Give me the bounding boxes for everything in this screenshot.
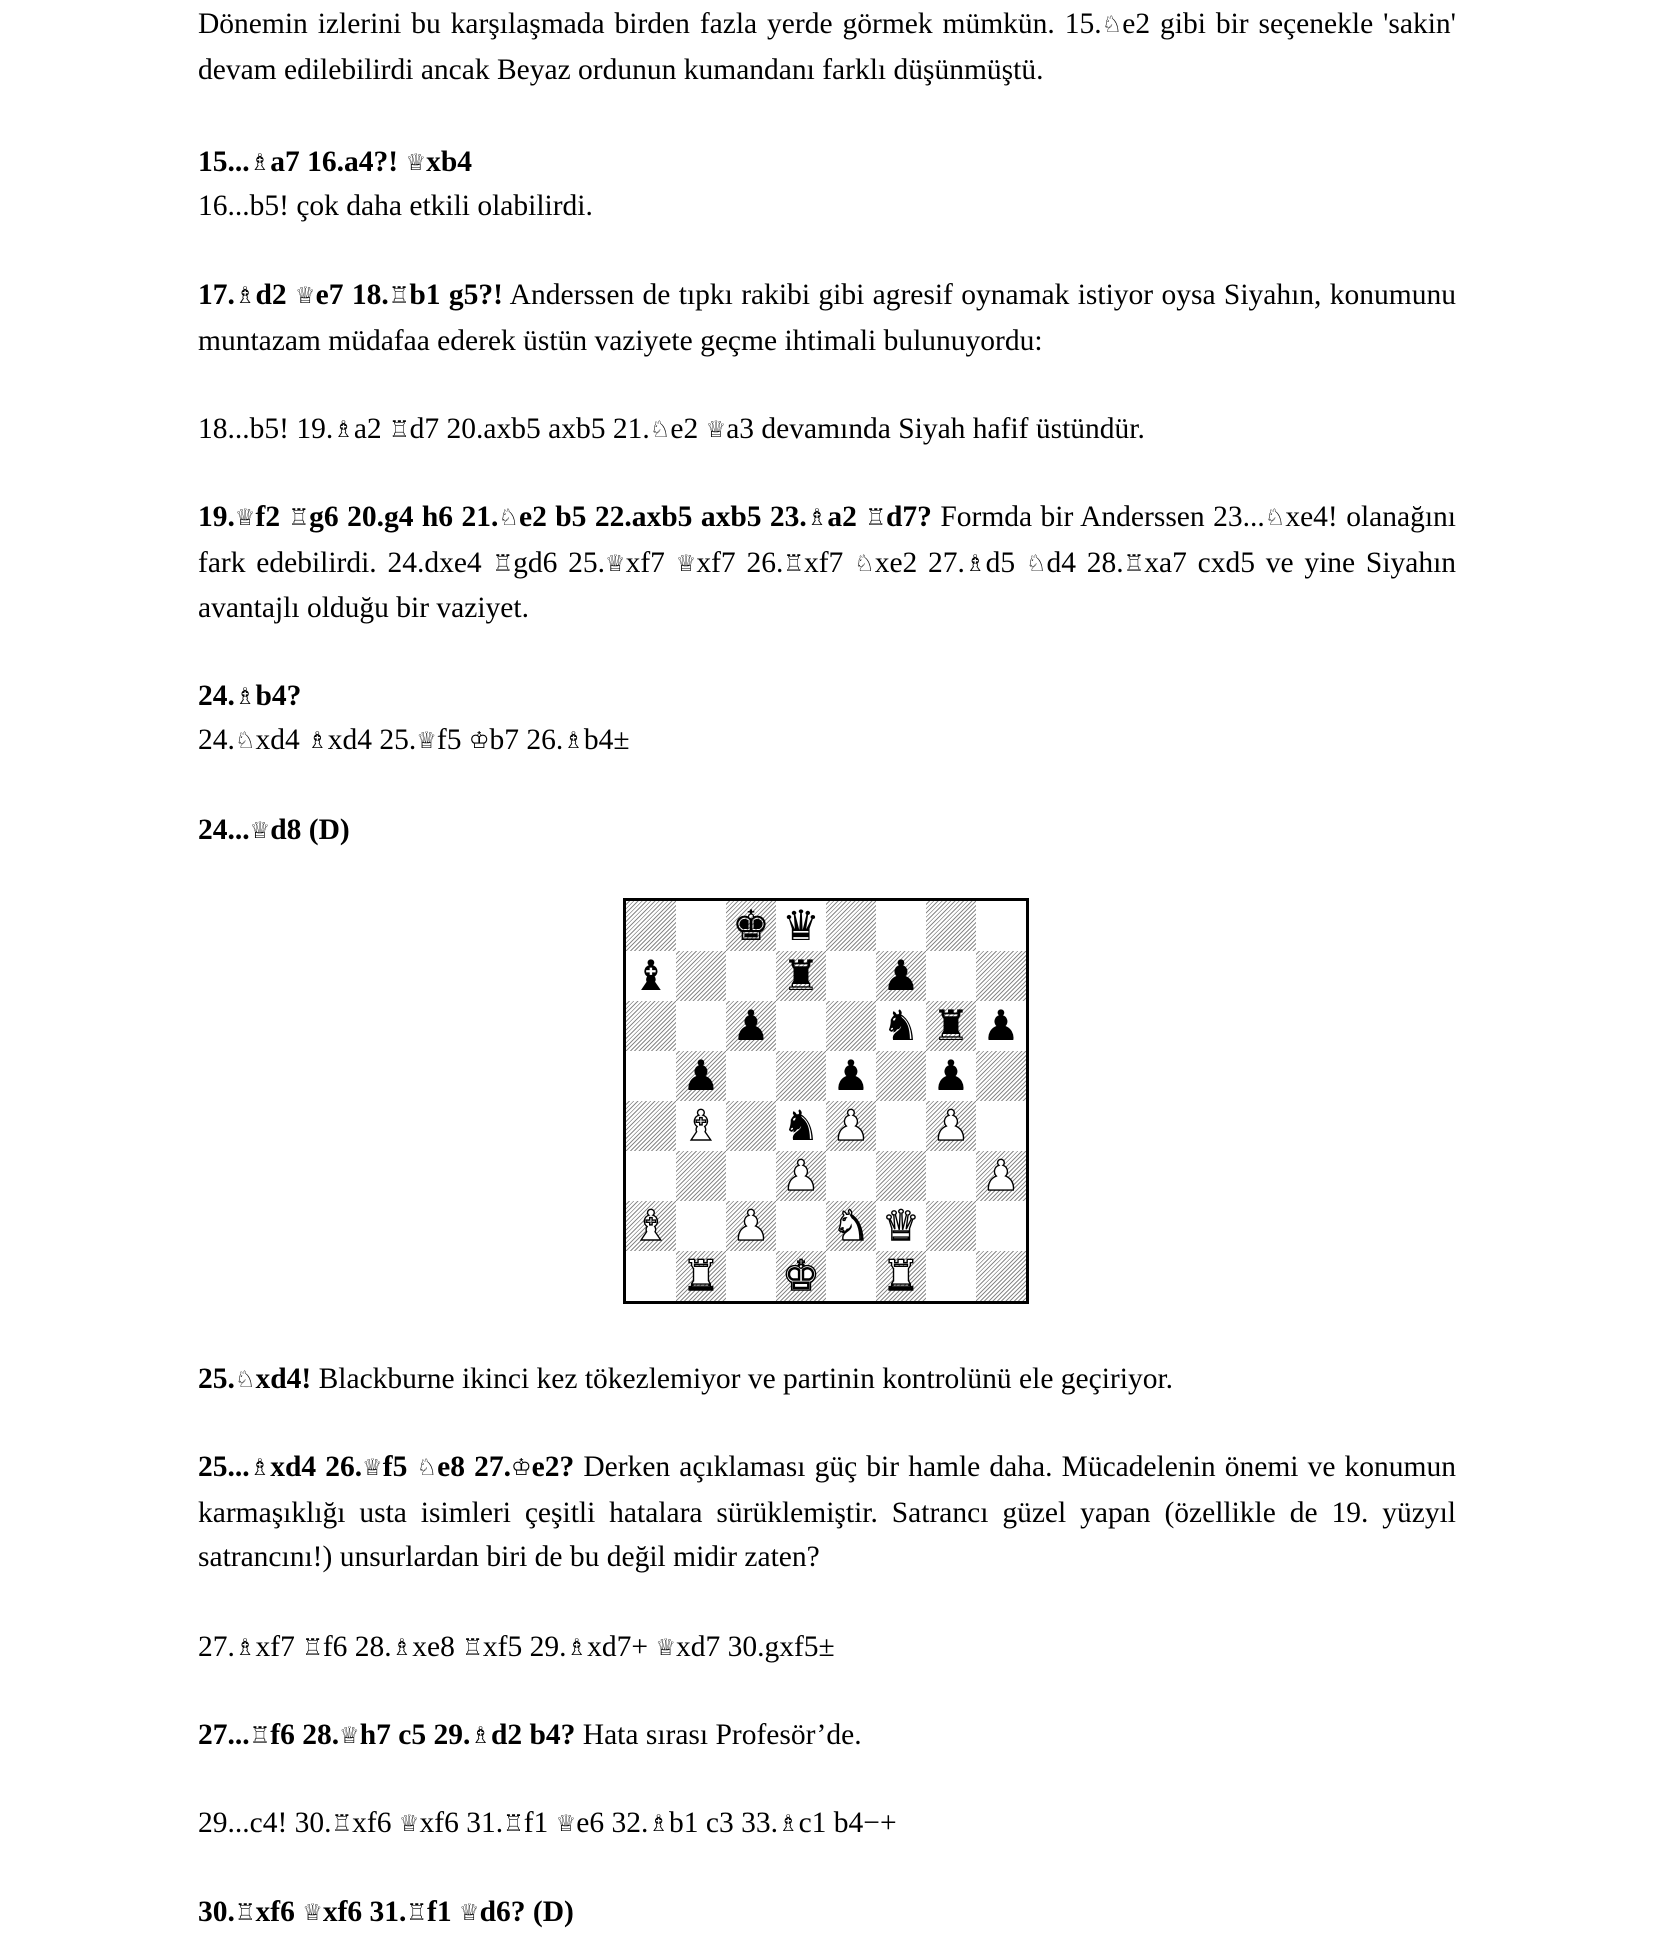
paragraph-p14: [198, 1801, 1456, 1847]
commentary-text: c1 b4−+: [798, 1807, 897, 1839]
move-notation: f5: [382, 1451, 417, 1483]
bishop-figurine-icon: ♗: [563, 728, 584, 754]
commentary-text: f1: [523, 1807, 556, 1839]
move-notation: f6 28.: [270, 1719, 340, 1751]
move-notation: 27...: [198, 1719, 250, 1751]
white-rook-icon: ♜: [882, 1251, 920, 1300]
square-c3: [726, 1151, 776, 1201]
square-e8: [826, 901, 876, 951]
square-d7: [776, 951, 826, 1001]
commentary-text: b7 26.: [489, 724, 564, 756]
commentary-text: xd7+: [587, 1631, 656, 1663]
white-king-icon: ♚: [782, 1251, 820, 1300]
square-h3: [976, 1151, 1026, 1201]
rook-figurine-icon: ♖: [406, 1900, 428, 1926]
square-h8: [976, 901, 1026, 951]
commentary-text: Hata sırası Profesör’de.: [575, 1719, 862, 1751]
square-c5: [726, 1051, 776, 1101]
queen-figurine-icon: ♕: [249, 818, 271, 844]
white-pawn-icon: ♟: [982, 1151, 1020, 1200]
commentary-text: xe8: [412, 1631, 463, 1663]
square-g7: [926, 951, 976, 1001]
bishop-figurine-icon: ♗: [234, 684, 256, 710]
knight-figurine-icon: ♘: [234, 728, 256, 754]
knight-figurine-icon: ♘: [854, 550, 875, 577]
rook-figurine-icon: ♖: [302, 1635, 323, 1661]
commentary-text: e6 32.: [576, 1807, 649, 1839]
rook-figurine-icon: ♖: [389, 417, 410, 443]
commentary-text: xf7: [625, 546, 676, 579]
square-a5: [626, 1051, 676, 1101]
move-notation: d6? (D): [479, 1896, 574, 1928]
bishop-figurine-icon: ♗: [249, 1455, 271, 1481]
queen-figurine-icon: ♕: [398, 1811, 420, 1837]
square-c7: [726, 951, 776, 1001]
bishop-figurine-icon: ♗: [777, 1811, 799, 1837]
square-c2: [726, 1201, 776, 1251]
rook-figurine-icon: ♖: [331, 1811, 353, 1837]
commentary-text: a3 devamında Siyah hafif üstündür.: [726, 413, 1145, 445]
square-b5: [676, 1051, 726, 1101]
move-notation: g6 20.g4 h6 21.: [309, 501, 499, 533]
square-e4: [826, 1101, 876, 1151]
commentary-text: xf7 26.: [696, 546, 784, 579]
bishop-figurine-icon: ♗: [470, 1723, 491, 1749]
square-c8: [726, 901, 776, 951]
commentary-text: 27.: [198, 1631, 235, 1663]
rook-figurine-icon: ♖: [388, 283, 410, 309]
square-h7: [976, 951, 1026, 1001]
move-notation: xf6 31.: [322, 1896, 407, 1928]
move-notation: d8 (D): [270, 814, 350, 846]
black-knight-icon: ♞: [882, 1001, 920, 1050]
knight-figurine-icon: ♘: [416, 1455, 438, 1481]
commentary-text: xe4! olanağını fark edebilirdi. 24.dxe4: [198, 501, 1456, 579]
bishop-figurine-icon: ♗: [566, 1635, 588, 1661]
black-rook-icon: ♜: [932, 1001, 970, 1050]
square-b1: [676, 1251, 726, 1301]
white-pawn-icon: ♟: [932, 1101, 970, 1150]
paragraph-p3: [198, 184, 1456, 229]
square-d2: [776, 1201, 826, 1251]
black-pawn-icon: ♟: [982, 1001, 1020, 1050]
paragraph-p7: [198, 674, 1456, 720]
bishop-figurine-icon: ♗: [391, 1635, 413, 1661]
commentary-text: xe2 27.: [874, 546, 965, 579]
queen-figurine-icon: ♕: [705, 417, 727, 443]
square-b7: [676, 951, 726, 1001]
commentary-text: 18...b5! 19.: [198, 413, 334, 445]
move-notation: e2 b5 22.axb5 axb5 23.: [518, 501, 807, 533]
square-f7: [876, 951, 926, 1001]
knight-figurine-icon: ♘: [498, 505, 519, 531]
move-notation: 24...: [198, 814, 250, 846]
black-rook-icon: ♜: [782, 951, 820, 1000]
commentary-text: b1 c3 33.: [669, 1807, 778, 1839]
queen-figurine-icon: ♕: [362, 1455, 383, 1481]
square-g6: [926, 1001, 976, 1051]
square-d4: [776, 1101, 826, 1151]
square-f2: [876, 1201, 926, 1251]
queen-figurine-icon: ♕: [675, 550, 697, 577]
square-g3: [926, 1151, 976, 1201]
white-rook-icon: ♜: [682, 1251, 720, 1300]
square-c1: [726, 1251, 776, 1301]
square-g2: [926, 1201, 976, 1251]
queen-figurine-icon: ♕: [405, 150, 427, 176]
commentary-text: b4±: [583, 724, 630, 756]
queen-figurine-icon: ♕: [604, 550, 626, 577]
rook-figurine-icon: ♖: [462, 1635, 483, 1661]
white-pawn-icon: ♟: [732, 1201, 770, 1250]
white-bishop-icon: ♝: [632, 1201, 670, 1250]
queen-figurine-icon: ♕: [234, 505, 256, 531]
square-f8: [876, 901, 926, 951]
square-f6: [876, 1001, 926, 1051]
commentary-text: d4 28.: [1046, 546, 1124, 579]
commentary-text: 16...b5! çok daha etkili olabilirdi.: [198, 190, 593, 222]
white-queen-icon: ♛: [882, 1201, 920, 1250]
king-figurine-icon: ♔: [468, 728, 490, 754]
commentary-text: f6 28.: [322, 1631, 392, 1663]
commentary-text: Formda bir Anderssen 23...: [931, 501, 1265, 533]
paragraph-p12: [198, 1625, 1456, 1671]
move-notation: 30.: [198, 1896, 235, 1928]
square-f3: [876, 1151, 926, 1201]
move-notation: xd4 26.: [270, 1451, 363, 1483]
queen-figurine-icon: ♕: [458, 1900, 480, 1926]
move-notation: d2 b4?: [490, 1719, 576, 1751]
move-notation: 15...: [198, 146, 250, 178]
move-notation: f1: [427, 1896, 459, 1928]
black-queen-icon: ♛: [782, 901, 820, 950]
black-pawn-icon: ♟: [732, 1001, 770, 1050]
knight-figurine-icon: ♘: [234, 1367, 256, 1393]
black-bishop-icon: ♝: [632, 951, 670, 1000]
square-g1: [926, 1251, 976, 1301]
paragraph-p15: [198, 1890, 1456, 1936]
knight-figurine-icon: ♘: [649, 417, 671, 443]
commentary-text: Anderssen de tıpkı rakibi gibi agresif oynamak istiyor oysa Siyahın, konumunu muntazam müdafaa ederek üstün vaziyete geçme ihtimali bulunuyordu:: [198, 279, 1456, 357]
bishop-figurine-icon: ♗: [249, 150, 271, 176]
move-notation: xd4!: [255, 1363, 312, 1395]
move-notation: 17.: [198, 279, 235, 311]
square-g8: [926, 901, 976, 951]
commentary-text: xf6 31.: [419, 1807, 504, 1839]
rook-figurine-icon: ♖: [288, 505, 310, 531]
square-e3: [826, 1151, 876, 1201]
square-b4: [676, 1101, 726, 1151]
move-notation: a7 16.a4?!: [270, 146, 406, 178]
move-notation: d2: [255, 279, 296, 311]
rook-figurine-icon: ♖: [234, 1900, 256, 1926]
white-bishop-icon: ♝: [682, 1101, 720, 1150]
paragraph-p10: [198, 1357, 1456, 1403]
queen-figurine-icon: ♕: [302, 1900, 323, 1926]
move-notation: b4?: [255, 680, 302, 712]
square-h5: [976, 1051, 1026, 1101]
commentary-text: 29...c4! 30.: [198, 1807, 332, 1839]
square-c6: [726, 1001, 776, 1051]
black-pawn-icon: ♟: [882, 951, 920, 1000]
square-d1: [776, 1251, 826, 1301]
bishop-figurine-icon: ♗: [964, 550, 986, 577]
square-c4: [726, 1101, 776, 1151]
white-pawn-icon: ♟: [832, 1101, 870, 1150]
chess-diagram: [623, 898, 1029, 1304]
bishop-figurine-icon: ♗: [234, 1635, 256, 1661]
black-king-icon: ♚: [732, 901, 770, 950]
commentary-text: d5: [985, 546, 1026, 579]
square-h2: [976, 1201, 1026, 1251]
black-pawn-icon: ♟: [682, 1051, 720, 1100]
move-notation: 25...: [198, 1451, 250, 1483]
commentary-text: e2: [670, 413, 706, 445]
commentary-text: xf7: [255, 1631, 303, 1663]
move-notation: 19.: [198, 501, 235, 533]
rook-figurine-icon: ♖: [503, 1811, 524, 1837]
square-f1: [876, 1251, 926, 1301]
paragraph-p1: [198, 2, 1456, 92]
square-h4: [976, 1101, 1026, 1151]
square-b2: [676, 1201, 726, 1251]
square-f4: [876, 1101, 926, 1151]
white-pawn-icon: ♟: [782, 1151, 820, 1200]
paragraph-p8: [198, 718, 1456, 764]
bishop-figurine-icon: ♗: [307, 728, 328, 754]
king-figurine-icon: ♔: [511, 1455, 532, 1481]
square-d6: [776, 1001, 826, 1051]
move-notation: 24.: [198, 680, 235, 712]
commentary-text: xf5 29.: [482, 1631, 567, 1663]
commentary-text: 24.: [198, 724, 235, 756]
paragraph-p5: [198, 407, 1456, 453]
queen-figurine-icon: ♕: [339, 1723, 360, 1749]
knight-figurine-icon: ♘: [1101, 12, 1123, 38]
square-a1: [626, 1251, 676, 1301]
commentary-text: xa7 cxd5 ve yine Siyahın avantajlı olduğu bir vaziyet.: [198, 546, 1457, 624]
square-g4: [926, 1101, 976, 1151]
commentary-text: f5: [436, 724, 469, 756]
commentary-text: xf6: [352, 1807, 399, 1839]
move-notation: 25.: [198, 1363, 235, 1395]
square-a7: [626, 951, 676, 1001]
move-notation: e7 18.: [315, 279, 389, 311]
square-h6: [976, 1001, 1026, 1051]
square-d8: [776, 901, 826, 951]
move-notation: xb4: [426, 146, 472, 178]
bishop-figurine-icon: ♗: [333, 417, 354, 443]
square-h1: [976, 1251, 1026, 1301]
move-notation: f2: [255, 501, 289, 533]
commentary-text: gd6 25.: [513, 546, 605, 579]
black-knight-icon: ♞: [782, 1101, 820, 1150]
commentary-text: e2 gibi bir seçenekle 'sakin' devam edilebilirdi ancak Beyaz ordunun kumandanı farklı düşünmüştü.: [198, 8, 1456, 86]
commentary-text: Dönemin izlerini bu karşılaşmada birden fazla yerde görmek mümkün. 15.: [198, 8, 1102, 40]
move-notation: e8 27.: [437, 1451, 511, 1483]
commentary-text: a2: [353, 413, 390, 445]
square-a4: [626, 1101, 676, 1151]
queen-figurine-icon: ♕: [655, 1635, 676, 1661]
square-d3: [776, 1151, 826, 1201]
commentary-text: xd4: [255, 724, 308, 756]
square-e1: [826, 1251, 876, 1301]
knight-figurine-icon: ♘: [1025, 550, 1047, 577]
square-d5: [776, 1051, 826, 1101]
paragraph-p6: [198, 495, 1456, 631]
queen-figurine-icon: ♕: [555, 1811, 577, 1837]
square-g5: [926, 1051, 976, 1101]
square-b3: [676, 1151, 726, 1201]
move-notation: a2: [827, 501, 866, 533]
move-notation: h7 c5 29.: [359, 1719, 471, 1751]
square-e5: [826, 1051, 876, 1101]
white-knight-icon: ♞: [832, 1201, 870, 1250]
square-b6: [676, 1001, 726, 1051]
paragraph-p11: [198, 1445, 1456, 1580]
square-e7: [826, 951, 876, 1001]
paragraph-p13: [198, 1713, 1456, 1759]
queen-figurine-icon: ♕: [416, 728, 437, 754]
square-a6: [626, 1001, 676, 1051]
bishop-figurine-icon: ♗: [234, 283, 256, 309]
paragraph-p9: [198, 808, 1456, 854]
paragraph-p2: [198, 140, 1456, 186]
paragraph-p4: [198, 273, 1456, 363]
commentary-text: xd4 25.: [327, 724, 417, 756]
bishop-figurine-icon: ♗: [806, 505, 828, 531]
square-f5: [876, 1051, 926, 1101]
move-notation: e2?: [531, 1451, 575, 1483]
move-notation: d7?: [885, 501, 932, 533]
black-pawn-icon: ♟: [932, 1051, 970, 1100]
square-a3: [626, 1151, 676, 1201]
square-e2: [826, 1201, 876, 1251]
move-notation: b1 g5?!: [409, 279, 503, 311]
square-b8: [676, 901, 726, 951]
square-a2: [626, 1201, 676, 1251]
rook-figurine-icon: ♖: [249, 1723, 271, 1749]
commentary-text: xd7 30.gxf5±: [675, 1631, 835, 1663]
square-e6: [826, 1001, 876, 1051]
commentary-text: xf7: [803, 546, 855, 579]
knight-figurine-icon: ♘: [1264, 505, 1286, 531]
rook-figurine-icon: ♖: [783, 550, 804, 577]
commentary-text: d7 20.axb5 axb5 21.: [409, 413, 650, 445]
commentary-text: Derken açıklaması güç bir hamle daha. Mücadelenin önemi ve konumun karmaşıklığı usta isimleri çeşitli hatalara sürüklemiştir. Satrancı güzel yapan (özellikle de 19. yüzyıl satrancını!) unsurlardan biri de bu değil midir zaten?: [198, 1451, 1457, 1573]
bishop-figurine-icon: ♗: [648, 1811, 669, 1837]
rook-figurine-icon: ♖: [865, 505, 886, 531]
rook-figurine-icon: ♖: [492, 550, 514, 577]
queen-figurine-icon: ♕: [295, 283, 316, 309]
black-pawn-icon: ♟: [832, 1051, 870, 1100]
move-notation: xf6: [255, 1896, 303, 1928]
rook-figurine-icon: ♖: [1123, 550, 1145, 577]
commentary-text: Blackburne ikinci kez tökezlemiyor ve partinin kontrolünü ele geçiriyor.: [311, 1363, 1174, 1395]
square-a8: [626, 901, 676, 951]
